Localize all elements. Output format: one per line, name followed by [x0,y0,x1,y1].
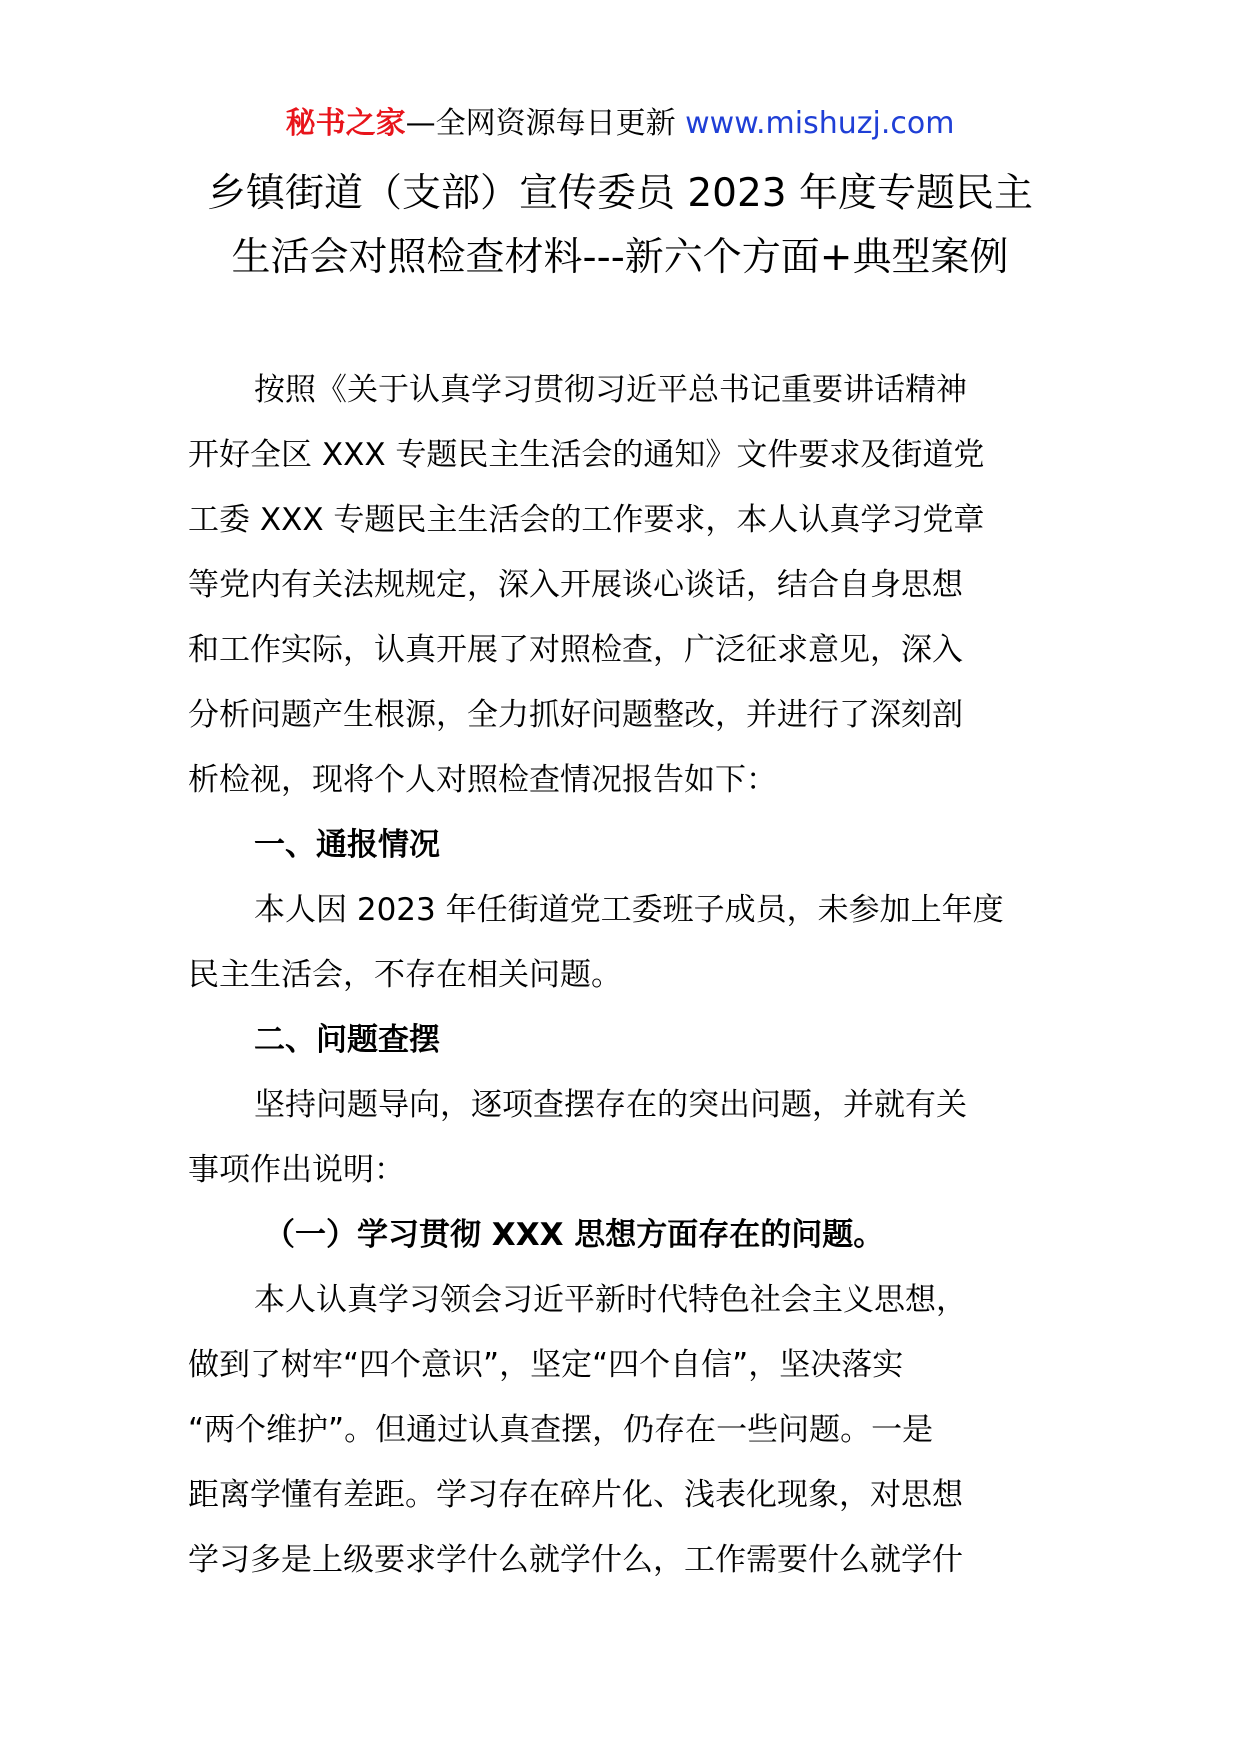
text-line: 本人认真学习领会习近平新时代特色社会主义思想， [254,1282,967,1318]
document-body [188,358,1068,1593]
section-heading-problems: 二、问题查摆 [254,1022,440,1058]
site-header [0,98,1240,150]
section1-paragraph [188,878,1068,1008]
text-line: 开好全区 XXX 专题民主生活会的通知》文件要求及街道党 [188,437,985,473]
section2-paragraph [188,1073,1068,1203]
text-line: 分析问题产生根源，全力抓好问题整改，并进行了深刻剖 [188,697,963,733]
text-line: 民主生活会，不存在相关问题。 [188,957,622,993]
text-line: 坚持问题导向，逐项查摆存在的突出问题，并就有关 [254,1087,967,1123]
brand-name: 秘书之家 [285,106,406,141]
text-line: 事项作出说明： [188,1152,405,1188]
text-line: “两个维护”。但通过认真查摆，仍存在一些问题。一是 [188,1412,934,1448]
text-line: 和工作实际，认真开展了对照检查，广泛征求意见，深入 [188,632,963,668]
text-line: 等党内有关法规规定，深入开展谈心谈话，结合自身思想 [188,567,963,603]
section-heading-report: 一、通报情况 [254,827,440,863]
text-line: 做到了树牢“四个意识”，坚定“四个自信”，坚决落实 [188,1347,904,1383]
text-line: 学习多是上级要求学什么就学什么，工作需要什么就学什 [188,1542,963,1578]
title-line-1: 乡镇街道（支部）宣传委员 2023 年度专题民主 [206,171,1034,216]
document-title [160,162,1080,290]
text-line: 按照《关于认真学习贯彻习近平总书记重要讲话精神 [254,372,967,408]
text-line: 本人因 2023 年任街道党工委班子成员，未参加上年度 [254,892,1004,928]
intro-paragraph [188,358,1068,813]
text-line: 析检视，现将个人对照检查情况报告如下： [188,762,777,798]
subsection1-paragraph [188,1268,1068,1593]
title-line-2: 生活会对照检查材料---新六个方面+典型案例 [231,235,1009,280]
text-line: 工委 XXX 专题民主生活会的工作要求，本人认真学习党章 [188,502,985,538]
header-tagline: —全网资源每日更新 [405,106,676,141]
text-line: 距离学懂有差距。学习存在碎片化、浅表化现象，对思想 [188,1477,963,1513]
subsection-heading-study: （一）学习贯彻 XXX 思想方面存在的问题。 [264,1217,885,1253]
site-url-link[interactable]: www.mishuzj.com [685,106,955,141]
